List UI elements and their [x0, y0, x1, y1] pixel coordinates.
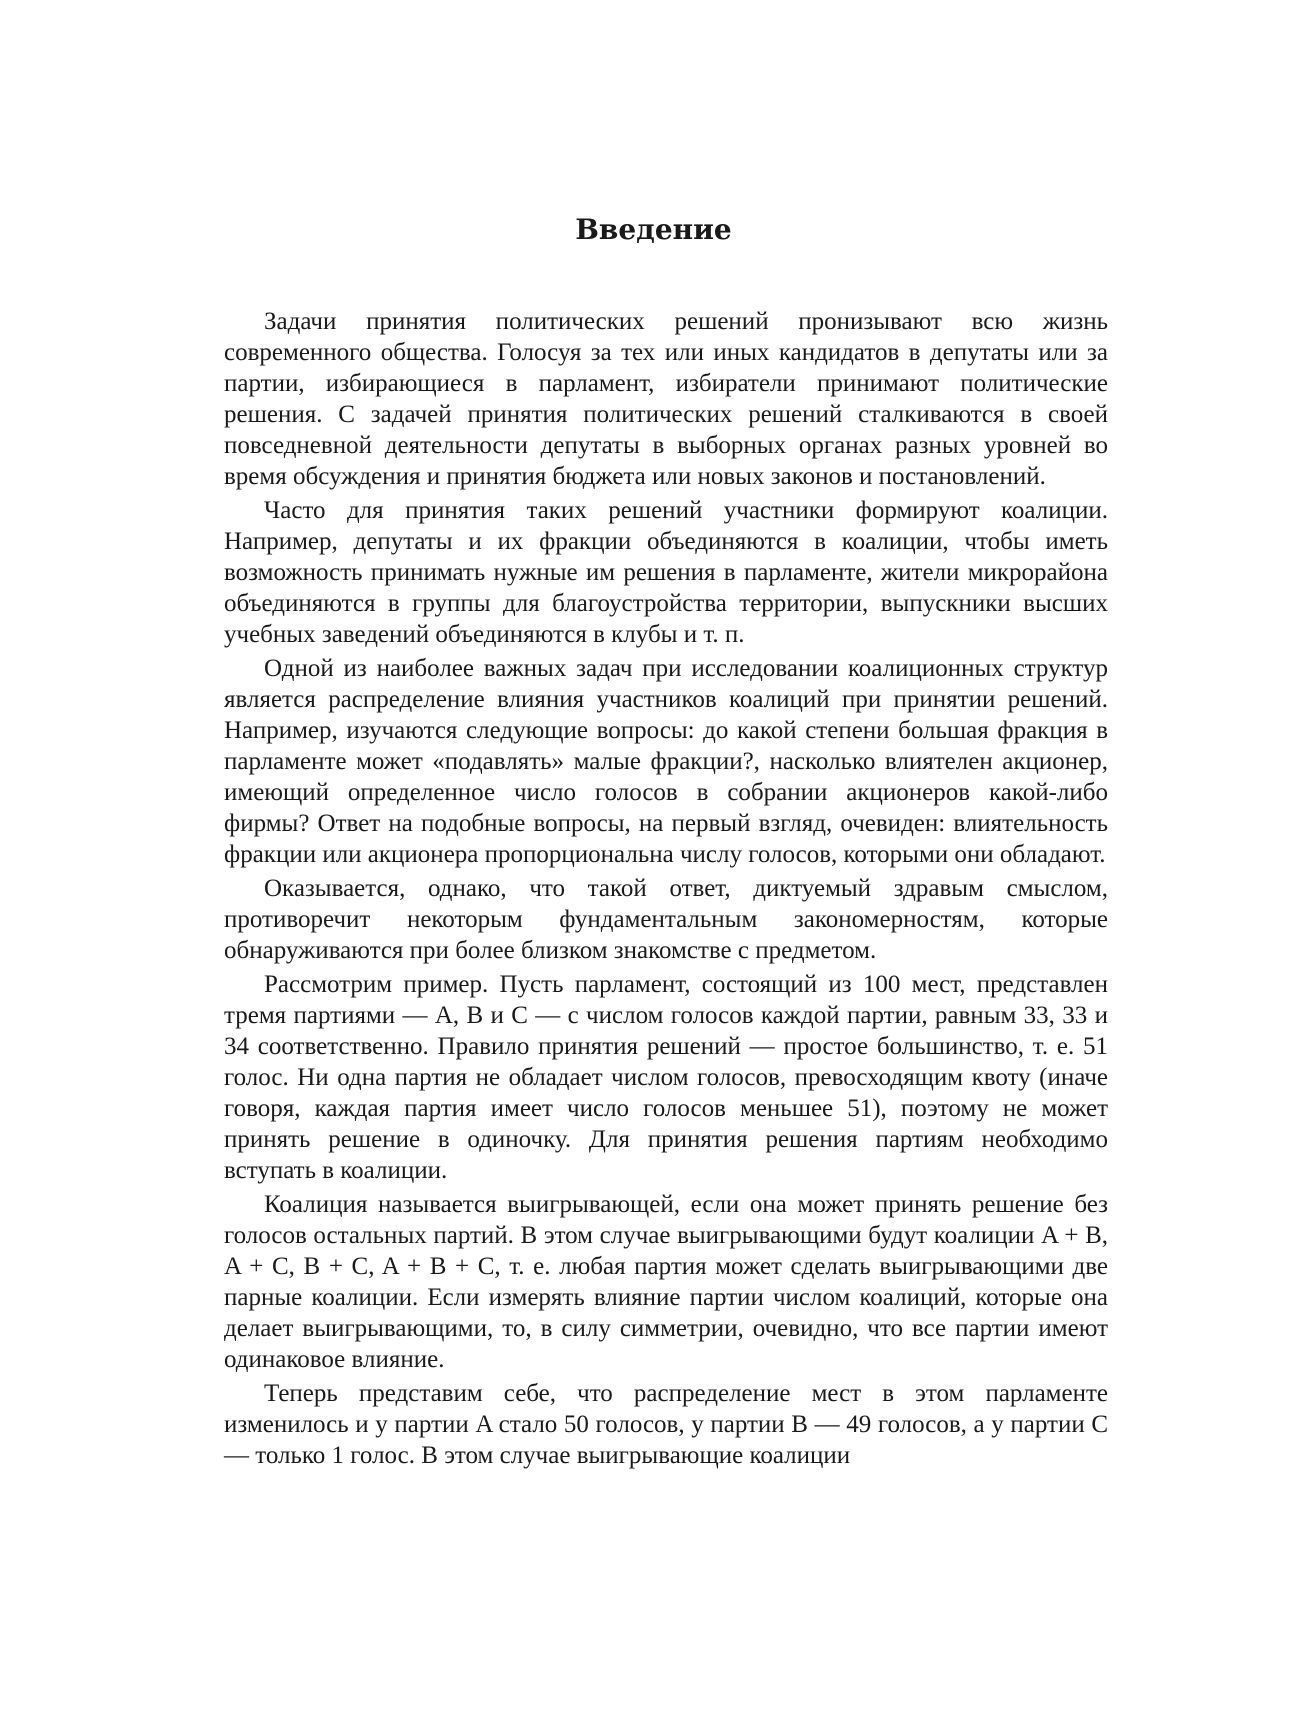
- page-title: Введение: [575, 213, 732, 246]
- paragraph: Одной из наиболее важных задач при исследовании коалиционных структур является распределение влияния участников коалиций при принятии решений. Например, изучаются следующие вопросы: до какой степени большая фракция в парламенте может «подавлять» малые фракции?, насколько влиятелен акционер, имеющий определенное число голосов в собрании акционеров какой-либо фирмы? Ответ на подобные вопросы, на первый взгляд, очевиден: влиятельность фракции или акционера пропорциональна числу голосов, которыми они обладают.: [224, 655, 1108, 868]
- body-text: [224, 306, 1108, 1471]
- paragraph: Задачи принятия политических решений пронизывают всю жизнь современного общества. Голосуя за тех или иных кандидатов в депутаты или за партии, избирающиеся в парламент, избиратели принимают политические решения. С задачей принятия политических решений сталкиваются в своей повседневной деятельности депутаты в выборных органах разных уровней во время обсуждения и принятия бюджета или новых законов и постановлений.: [224, 308, 1108, 490]
- paragraph: Часто для принятия таких решений участники формируют коалиции. Например, депутаты и их фракции объединяются в коалиции, чтобы иметь возможность принимать нужные им решения в парламенте, жители микрорайона объединяются в группы для благоустройства территории, выпускники высших учебных заведений объединяются в клубы и т. п.: [224, 497, 1108, 648]
- paragraph: Оказывается, однако, что такой ответ, диктуемый здравым смыслом, противоречит некоторым фундаментальным закономерностям, которые обнаруживаются при более близком знакомстве с предметом.: [224, 875, 1108, 964]
- paragraph: Коалиция называется выигрывающей, если она может принять решение без голосов остальных партий. В этом случае выигрывающими будут коалиции A + B, A + C, B + C, A + B + C, т. е. любая партия может сделать выигрывающими две парные коалиции. Если измерять влияние партии числом коалиций, которые она делает выигрывающими, то, в силу симметрии, очевидно, что все партии имеют одинаковое влияние.: [224, 1191, 1108, 1373]
- paragraph: Теперь представим себе, что распределение мест в этом парламенте изменилось и у партии A стало 50 голосов, у партии B — 49 голосов, а у партии C — только 1 голос. В этом случае выигрывающие коалиции: [224, 1380, 1108, 1469]
- paragraph: Рассмотрим пример. Пусть парламент, состоящий из 100 мест, представлен тремя партиями — A, B и C — с числом голосов каждой партии, равным 33, 33 и 34 соответственно. Правило принятия решений — простое большинство, т. е. 51 голос. Ни одна партия не обладает числом голосов, превосходящим квоту (иначе говоря, каждая партия имеет число голосов меньшее 51), поэтому не может принять решение в одиночку. Для принятия решения партиям необходимо вступать в коалиции.: [224, 971, 1108, 1184]
